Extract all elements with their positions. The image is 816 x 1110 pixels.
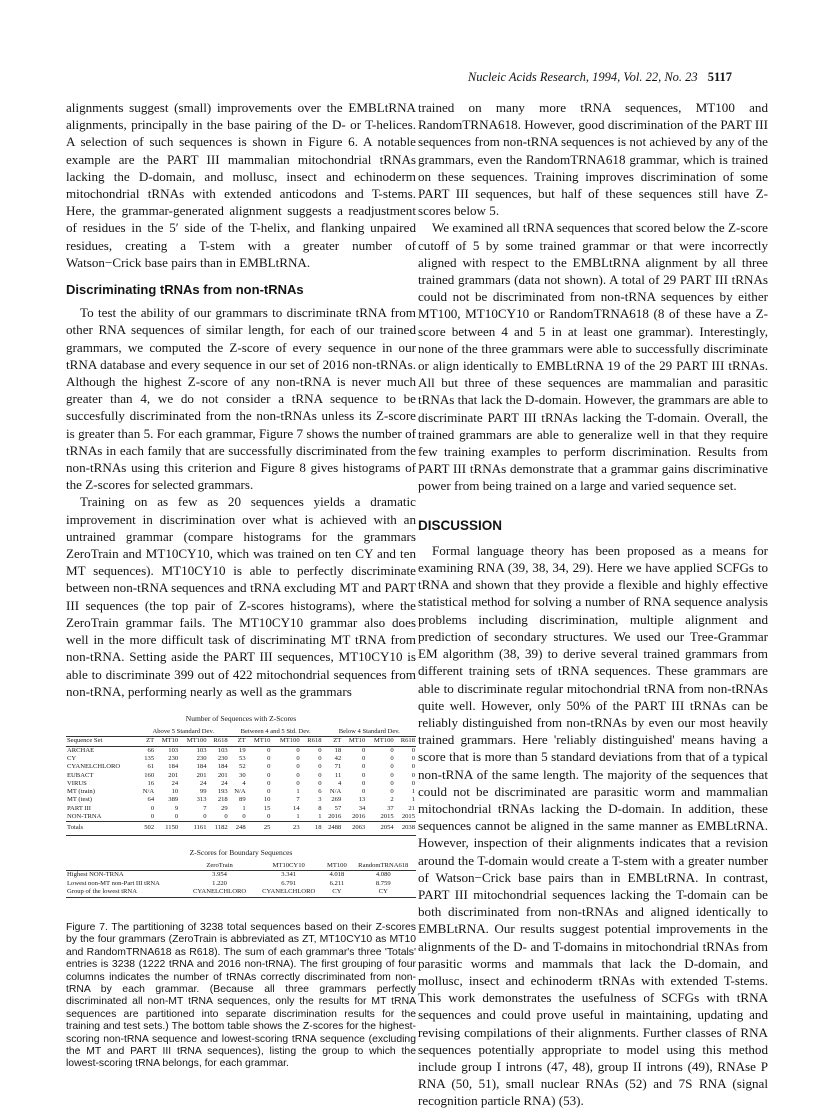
table-cell: 2015	[401, 813, 415, 821]
table-cell: 0	[296, 755, 300, 762]
left-column	[66, 99, 416, 1071]
column-header: MT100	[186, 737, 207, 745]
table-cell: 10	[171, 788, 179, 796]
table-cell: 0	[267, 755, 271, 762]
table-cell: 0	[267, 813, 271, 821]
table-cell: 8.759	[375, 879, 391, 887]
table-cell: 13	[358, 796, 366, 804]
table-cell: 42	[334, 755, 342, 762]
table-cell: 0	[296, 763, 300, 771]
table-cell: 0	[411, 779, 415, 787]
table-cell: 2015	[380, 813, 394, 821]
group-header-between: Between 4 and 5 Std. Dev.	[240, 728, 311, 736]
table-cell: 0	[296, 771, 300, 779]
table-cell: 201	[217, 771, 228, 779]
table-cell: CY	[378, 888, 388, 896]
column-header: MT100	[373, 737, 394, 745]
table-cell: CYANELCHLORO	[262, 888, 316, 896]
table-cell: 184	[168, 763, 179, 771]
column-header: ZT	[333, 737, 342, 745]
row-label: MT (test)	[67, 796, 92, 804]
table-cell: N/A	[234, 788, 246, 796]
column-header: MT10	[348, 737, 366, 745]
table-cell: 502	[144, 824, 155, 832]
column-header: MT100	[326, 861, 347, 869]
table-cell: 0	[411, 755, 415, 762]
table-cell: 4	[242, 779, 246, 787]
journal-citation: Nucleic Acids Research, 1994, Vol. 22, No. 23	[467, 70, 698, 84]
table-cell: 2016	[328, 813, 342, 821]
table-cell: 1	[411, 788, 415, 796]
table-cell: 15	[263, 804, 271, 812]
table-cell: 3.341	[281, 871, 297, 879]
table-cell: 1182	[214, 824, 228, 832]
table-cell: 0	[318, 779, 322, 787]
table-header-row	[66, 862, 416, 871]
table-row	[66, 871, 416, 880]
table-cell: 201	[196, 771, 207, 779]
column-header: R618	[307, 737, 322, 745]
table-cell: 0	[318, 771, 322, 779]
table-cell: 0	[390, 755, 394, 762]
table-cell: 0	[267, 788, 271, 796]
table-cell: 0	[174, 813, 179, 821]
table-body	[66, 746, 416, 822]
table-cell: 103	[217, 746, 228, 754]
table-cell: 201	[168, 771, 179, 779]
table-cell: 0	[318, 746, 322, 754]
table-cell: 14	[293, 804, 300, 812]
table-cell: 4.018	[329, 871, 345, 879]
table-cell: CYANELCHLORO	[193, 888, 247, 896]
table-cell: 0	[150, 813, 155, 821]
table-cell: 19	[239, 746, 246, 754]
table-cell: 184	[217, 763, 228, 771]
table-cell: 0	[362, 746, 366, 754]
section-heading-discriminating: Discriminating tRNAs from non-tRNAs	[66, 282, 304, 298]
table-cell: 66	[147, 746, 155, 754]
table-cell: 0	[224, 813, 228, 821]
table-cell: 11	[334, 771, 342, 779]
table-cell: 53	[239, 755, 246, 762]
table-cell: 269	[331, 796, 342, 804]
row-label: CYANELCHLORO	[67, 763, 121, 771]
table-cell: 24	[171, 779, 179, 787]
table-cell: 9	[174, 804, 179, 812]
table-cell: 2	[390, 796, 394, 804]
table-cell: 0	[267, 771, 271, 779]
table-cell: 2016	[352, 813, 366, 821]
column-header: RandomTRNA618	[358, 861, 409, 869]
boundary-zscore-table	[66, 862, 416, 898]
table-header-row	[66, 737, 416, 746]
table-cell: 2054	[380, 824, 394, 832]
table-cell: 0	[318, 755, 322, 762]
table-cell: 230	[196, 755, 207, 762]
table-cell: 248	[235, 824, 246, 832]
table-cell: 2063	[352, 824, 366, 832]
table-group-row	[66, 728, 416, 737]
table-cell: 1150	[165, 824, 179, 832]
table-cell: 0	[390, 763, 394, 771]
table-cell: 1.220	[212, 879, 227, 887]
section-heading-discussion: DISCUSSION	[418, 517, 503, 533]
column-header: MT10	[161, 737, 179, 745]
running-header	[468, 70, 732, 85]
table-cell: 218	[217, 796, 228, 804]
table-cell: 0	[267, 763, 271, 771]
table-cell: 1	[296, 813, 300, 821]
table-cell: 34	[358, 804, 366, 812]
table-cell: 0	[390, 746, 394, 754]
paragraph-alignment-suggestions: alignments suggest (small) improvements over the EMBLtRNA alignments, principally in the base pairing of the D- or T-helices. A selection of such sequences is shown in Figure 6. A notable example are the PART III mammalian mitochondrial tRNAs lacking the D-domain, and mollusc, insect and echinoderm mitochondrial tRNAs with extended anticodons and T-stems. Here, the grammar-generated alignment suggests a readjustment of residues in the 5′ side of the T-helix, and flanking unpaired residues, creating a T-stem with a greater number of Watson−Crick base pairs than in EMBLtRNA.	[66, 100, 416, 270]
table-cell: 24	[199, 779, 207, 787]
table-row	[66, 772, 416, 780]
table-cell: 64	[147, 796, 155, 804]
table-cell: 37	[387, 804, 394, 812]
table-cell: 0	[390, 771, 394, 779]
table-cell: 184	[196, 763, 207, 771]
table-cell: 52	[239, 763, 246, 771]
column-header: ZT	[237, 737, 246, 745]
table-row	[66, 755, 416, 763]
table-cell: 0	[318, 763, 322, 771]
paragraph-discussion: Formal language theory has been proposed as a means for examining RNA (39, 38, 34, 29). Here we have applied SCFGs to tRNA and shown that they provide a flexible and highly effective statistical method for solving a number of RNA sequence analysis problems including discrimination, multiple alignment and prediction of secondary structures. We used our Tree-Grammar EM algorithm (38, 39) to derive several trained grammars from different training sets of tRNA sequences. These grammars are able to discriminate regular mitochondrial tRNA from non-tRNAs quite well. However, only 50% of the PART III tRNAs can be reliably distinguished from non-tRNAs by even our most heavily trained grammars. Here 'reliably distinguished' means having a score that is more than 5 standard deviations from that of a typical non-tRNA of the same length. The majority of the sequences that could not be discriminated are parasitic worm and mammalian mitochondrial tRNAs lacking the D-domain. In addition, these sequences cannot be aligned in the same manner as EMBLtRNA. However, inspection of their alignments indicates that a revision around the T-domain would create a T-stem with a greater number of Watson−Crick base pairs than in EMBLtRNA. In contrast, PART III mitochondrial sequences lacking the T-domain can be both discriminated from non-tRNAs and aligned identically to EMBLtRNA. Our results suggest potential improvements in the alignments of the D- and T-domains in mitochondrial tRNAs from parasitic worms and mammals that lack the D-domain, and mollusc, insect and echinoderm tRNAs with extended T-stems. This work demonstrates the usefulness of SCFGs with tRNA sequences and could prove useful in maintaining, updating and revising compilations of their alignments. Further classes of RNA sequences potentially appropriate to model using this method include group I introns (47, 48), group II introns (49), RNAse P RNA (50, 51), small nuclear RNAs (52) and 7S RNA (signal recognition particle RNA) (53).	[418, 542, 768, 1109]
row-label: Highest NON-TRNA	[67, 871, 124, 879]
table-cell: 1	[318, 813, 322, 821]
table-cell: 6.791	[281, 879, 297, 887]
table-cell: 99	[199, 788, 207, 796]
table-cell: 230	[168, 755, 179, 762]
table-cell: 0	[362, 763, 366, 771]
column-header: R618	[400, 737, 415, 745]
table-row	[66, 788, 416, 796]
group-header-below4: Below 4 Standard Dev.	[338, 728, 400, 736]
table-cell: 135	[144, 755, 155, 762]
row-label: ARCHAE	[67, 746, 95, 754]
table-cell: 4.080	[375, 871, 391, 879]
table-cell: 2038	[401, 824, 415, 832]
column-header: ZeroTrain	[206, 861, 233, 869]
table-cell: CY	[332, 888, 342, 896]
row-label: PART III	[67, 804, 91, 812]
table-cell: 89	[239, 796, 246, 804]
column-header: MT10CY10	[272, 861, 305, 869]
table-cell: 6.211	[329, 879, 345, 887]
table-cell: 103	[168, 746, 179, 754]
table-cell: 0	[411, 746, 415, 754]
column-header: MT10	[253, 737, 271, 745]
table-row	[66, 746, 416, 755]
table-cell: 7	[296, 796, 300, 804]
column-header: MT100	[279, 737, 300, 745]
row-label: Lowest non-MT non-Part III tRNA	[67, 879, 160, 887]
figure-caption: Figure 7. The partitioning of 3238 total sequences based on their Z-scores by the four grammars (ZeroTrain is abbreviated as ZT, MT10CY10 as MT10 and RandomTRNA618 as R618). The sum of each grammar's three 'Totals' entries is 3238 (1222 tRNA and 2016 non-tRNA). The first grouping of four columns indicates the number of tRNAs correctly discriminated from non-tRNA by each grammar. (Because all three grammars perfectly discriminated all non-MT tRNA sequences, only the results for MT tRNA sequences are partitioned into separate discrimination results for the training and test sets.) The bottom table shows the Z-scores for the highest-scoring non-tRNA sequence and lowest-scoring tRNA sequence (excluding the MT and PART III tRNA sequences), listing the group to which the lowest-scoring tRNA belongs, for each grammar.	[66, 921, 416, 1070]
column-header: Sequence Set	[67, 737, 103, 745]
page-number: 5117	[707, 70, 732, 84]
table-row	[66, 813, 416, 822]
table-cell: 0	[411, 763, 415, 771]
paragraph-discrimination-test: To test the ability of our grammars to discriminate tRNA from other RNA sequences of similar length, for each of our trained grammars, we computed the Z-score of every sequence in our tRNA database and every sequence in our set of 2016 non-tRNAs. Although the highest Z-score of any non-tRNA is never much greater than 4, we do not consider a tRNA sequence to be succesfully discriminated from the non-tRNAs unless its Z-score is greater than 5. For each grammar, Figure 7 shows the number of tRNAs in each family that are successfully discriminated from the non-tRNAs using this criterion and Figure 8 gives histograms of the Z-scores for selected grammars.	[66, 305, 416, 493]
table-cell: 3	[318, 796, 322, 804]
table-cell: 7	[203, 804, 207, 812]
table-title: Number of Sequences with Z-Scores	[185, 713, 297, 723]
table-row	[66, 888, 416, 897]
right-column	[418, 99, 768, 1110]
table-cell: 10	[263, 796, 271, 804]
table-cell: 0	[390, 788, 394, 796]
paragraph-trained-grammars: trained on many more tRNA sequences, MT100 and RandomTRNA618. However, good discrimination of the PART III sequences from non-tRNA sequences is not achieved by any of the grammars, even the RandomTRNA618 grammar, which is trained on these sequences. Training improves discrimination of some PART III sequences, but half of these sequences still have Z-scores below 5.	[418, 100, 768, 219]
table-cell: 29	[221, 804, 228, 812]
row-label: Totals	[67, 824, 84, 832]
table-cell: 313	[196, 796, 207, 804]
table-row	[66, 780, 416, 788]
table-cell: 1	[242, 804, 246, 812]
table-row	[66, 880, 416, 889]
table-cell: 18	[334, 746, 342, 754]
table-cell: 6	[318, 788, 322, 796]
table-cell: 0	[150, 804, 155, 812]
table-cell: 0	[411, 771, 415, 779]
column-header: R618	[213, 737, 228, 745]
row-label: NON-TRNA	[67, 813, 102, 821]
table-cell: 2488	[328, 824, 342, 832]
table-cell: 160	[144, 771, 155, 779]
table-cell: 0	[267, 746, 271, 754]
row-label: EUBACT	[67, 771, 94, 779]
table-cell: 389	[168, 796, 179, 804]
table-cell: 103	[196, 746, 207, 754]
table-cell: 61	[147, 763, 155, 771]
table-cell: 8	[318, 804, 322, 812]
table-cell: 0	[203, 813, 207, 821]
table-cell: 18	[314, 824, 322, 832]
table-title: Z-Scores for Boundary Sequences	[189, 847, 293, 857]
table-cell: 30	[239, 771, 246, 779]
table-row	[66, 796, 416, 804]
paragraph-examined-sequences: We examined all tRNA sequences that scored below the Z-score cutoff of 5 by some trained grammar or that were incorrectly aligned with respect to the EMBLtRNA alignment by all three trained grammars (data not shown). A total of 29 PART III tRNAs could not be discriminated from non-tRNA sequences by either MT100, MT10CY10 or RandomTRNA618 (8 of these have a Z-score between 4 and 5 in at least one grammar). Interestingly, none of the three grammars were able to successfully discriminate or align identically to EMBLtRNA 19 of the 29 PART III tRNAs. All but three of these sequences are mammalian and parasitic tRNAs that lack the D-domain. However, the grammars are able to discriminate PART III tRNAs lacking the T-domain. Overall, the trained grammars are able to generalize well in that they require few training examples to perform discrimination. Results from PART III tRNAs demonstrate that a grammar gains discriminative power from being trained on a large and varied sequence set.	[418, 220, 768, 494]
row-label: CY	[67, 755, 77, 762]
table-row	[66, 763, 416, 771]
table-cell: 0	[296, 779, 300, 787]
table-cell: 57	[334, 804, 342, 812]
table-cell: 1	[411, 796, 415, 804]
row-label: MT (train)	[67, 788, 95, 796]
table-cell: 24	[221, 779, 228, 787]
row-label: Group of the lowest tRNA	[67, 888, 137, 896]
table-cell: 4	[337, 779, 342, 787]
table-cell: 0	[242, 813, 246, 821]
table-cell: 16	[147, 779, 155, 787]
paragraph-training-results: Training on as few as 20 sequences yields a dramatic improvement in discrimination over what is achieved with an untrained grammar (compare histograms for the grammars ZeroTrain and MT10CY10, which was trained on ten CY and ten MT sequences). MT10CY10 is able to perfectly discriminate between non-tRNA sequences and tRNA excluding MT and PART III sequences (the top pair of Z-scores histograms), where the ZeroTrain grammar fails. The MT10CY10 grammar also does well in the more difficult task of discriminating MT tRNA from non-tRNA. Setting aside the PART III sequences, MT10CY10 is able to discriminate 399 out of 422 mitochondrial sequences from non-tRNA, performing nearly as well as the grammars	[66, 494, 416, 699]
table-cell: 21	[408, 804, 415, 812]
table-cell: 25	[263, 824, 271, 832]
row-label: VIRUS	[67, 779, 87, 787]
table-cell: 0	[362, 788, 366, 796]
table-cell: N/A	[142, 788, 155, 796]
zscore-count-table	[66, 728, 416, 836]
column-header: ZT	[146, 737, 155, 745]
table-cell: 0	[362, 779, 366, 787]
table-cell: 0	[362, 771, 366, 779]
table-row	[66, 805, 416, 813]
table-cell: 71	[334, 763, 342, 771]
table-cell: N/A	[329, 788, 342, 796]
table-cell: 1161	[193, 824, 207, 832]
table-cell: 0	[267, 779, 271, 787]
table-body	[66, 871, 416, 898]
table-cell: 23	[293, 824, 300, 832]
table-cell: 0	[390, 779, 394, 787]
table-cell: 230	[217, 755, 228, 762]
table-cell: 0	[362, 755, 366, 762]
table-cell: 1	[296, 788, 300, 796]
group-header-above5: Above 5 Standard Dev.	[152, 728, 214, 736]
totals-row	[66, 822, 416, 835]
table-cell: 193	[217, 788, 228, 796]
table-cell: 0	[296, 746, 300, 754]
table-cell: 3.954	[212, 871, 227, 879]
